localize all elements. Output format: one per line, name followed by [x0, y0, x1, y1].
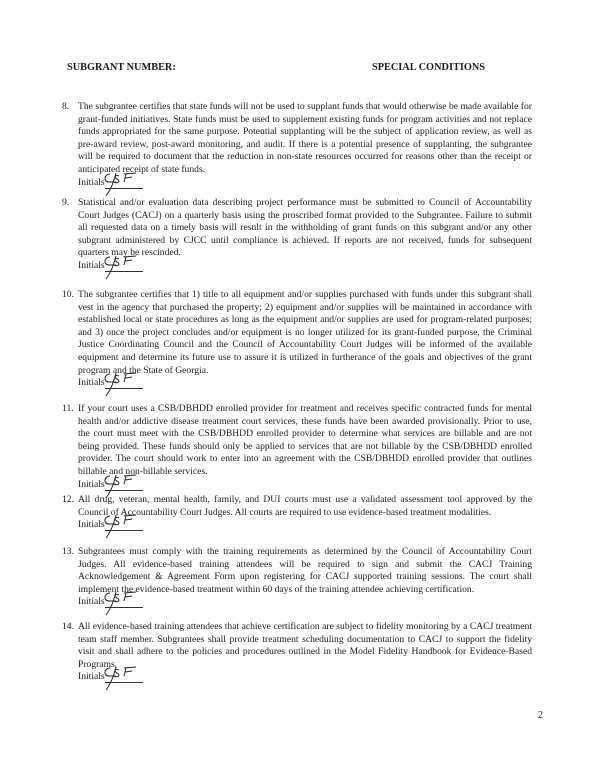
initials-label: Initials — [78, 478, 105, 490]
initials-field — [78, 596, 532, 614]
special-conditions-title: SPECIAL CONDITIONS — [371, 62, 485, 73]
page-number: 2 — [538, 710, 543, 721]
signature-icon — [100, 664, 150, 694]
page-header — [67, 62, 485, 76]
item-text: Statistical and/or evaluation data describing project performance must be submitted to Council of Accountability Court Judges (CACJ) on a quarterly basis using the proscribed format provided to the Subgrantee. Failure to submit all requested data on a timely basis will result in the withholding of grant funds on this subgrant and/or any other subgrant administered by CJCC until compliance is achieved. If reports are not received, funds for subsequent quarters may be rescinded. — [78, 197, 532, 259]
condition-item-10 — [62, 289, 532, 395]
item-number: 10. — [62, 289, 74, 300]
initials-label: Initials — [78, 596, 105, 608]
item-text: All drug, veteran, mental health, family, and DUI courts must use a validated assessment tool approved by the Council of Accountability Court Judges. All courts are required to use evidence-based treatment modalities. — [78, 494, 532, 518]
signature-icon — [100, 512, 150, 542]
initials-field — [78, 671, 532, 689]
initials-label: Initials — [78, 259, 105, 271]
initials-label: Initials — [78, 176, 105, 188]
item-number: 8. — [62, 101, 70, 112]
condition-item-9 — [62, 197, 532, 278]
condition-item-11 — [62, 403, 532, 497]
condition-item-8 — [62, 101, 532, 195]
signature-icon — [100, 589, 150, 619]
initials-field — [78, 177, 532, 195]
item-number: 11. — [62, 403, 74, 414]
initials-label: Initials — [78, 519, 105, 531]
item-text: The subgrantee certifies that 1) title to all equipment and/or supplies purchased with funds under this subgrant shall vest in the agency that purchased the property; 2) equipment and/or supplies will be maintained in accordance with established local or state procedures as long as the equipment and/or supplies are used for program-related purposes; and 3) once the project concludes and/or equipment is no longer utilized for its grant-funded purpose, the Criminal Justice Coordinating Council and the Council of Accountability Court Judges will be informed of the available equipment and determine its future use to assure it is utilized in furtherance of the goals and objectives of the grant program and the State of Georgia. — [78, 289, 532, 376]
signature-icon — [100, 170, 150, 200]
item-number: 12. — [62, 494, 74, 505]
initials-label: Initials — [78, 671, 105, 683]
initials-field — [78, 260, 532, 278]
item-number: 9. — [62, 197, 70, 208]
item-number: 13. — [62, 546, 74, 557]
initials-field — [78, 519, 532, 537]
condition-item-14 — [62, 621, 532, 689]
item-number: 14. — [62, 621, 74, 632]
subgrant-number-label: SUBGRANT NUMBER: — [67, 62, 176, 73]
signature-icon — [100, 253, 150, 283]
condition-item-13 — [62, 546, 532, 614]
initials-field — [78, 377, 532, 395]
item-text: All evidence-based training attendees that achieve certification are subject to fidelity monitoring by a CACJ treatment team staff member. Subgrantees shall provide treatment scheduling documentation to CACJ to support the fidelity visit and shall adhere to the policies and procedures outlined in the Model Fidelity Handbook for Evidence-Based Programs. — [78, 621, 532, 670]
item-text: The subgrantee certifies that state funds will not be used to supplant funds that would otherwise be made available for grant-funded initiatives. State funds must be used to supplement existing funds for program activities and not replace funds appropriated for the same purpose. Potential supplanting will be the subject of application review, as well as pre-award review, post-award monitoring, and audit. If there is a potential presence of supplanting, the subgrantee will be required to document that the reduction in non-state resources occurred for reasons other than the receipt or anticipated receipt of state funds. — [78, 101, 532, 175]
condition-item-12 — [62, 494, 532, 537]
signature-icon — [100, 370, 150, 400]
item-text: Subgrantees must comply with the training requirements as determined by the Council of Accountability Court Judges. All evidence-based training attendees will be required to sign and submit the CACJ Training Acknowledgement & Agreement Form upon registering for CACJ supported training sessions. The court shall implement the evidence-based treatment within 60 days of the training attendee achieving certification. — [78, 546, 532, 595]
item-text: If your court uses a CSB/DBHDD enrolled provider for treatment and receives specific contracted funds for mental health and/or addictive disease treatment court services, these funds have been awarded provisionally. Prior to use, the court must meet with the CSB/DBHDD enrolled provider to determine what services are billable and are not being provided. These funds should only be applied to services that are not billable by the CSB/DBHDD enrolled provider. The court should work to enter into an agreement with the CSB/DBHDD enrolled provider that outlines billable and non-billable services. — [78, 403, 532, 477]
initials-label: Initials — [78, 377, 105, 389]
